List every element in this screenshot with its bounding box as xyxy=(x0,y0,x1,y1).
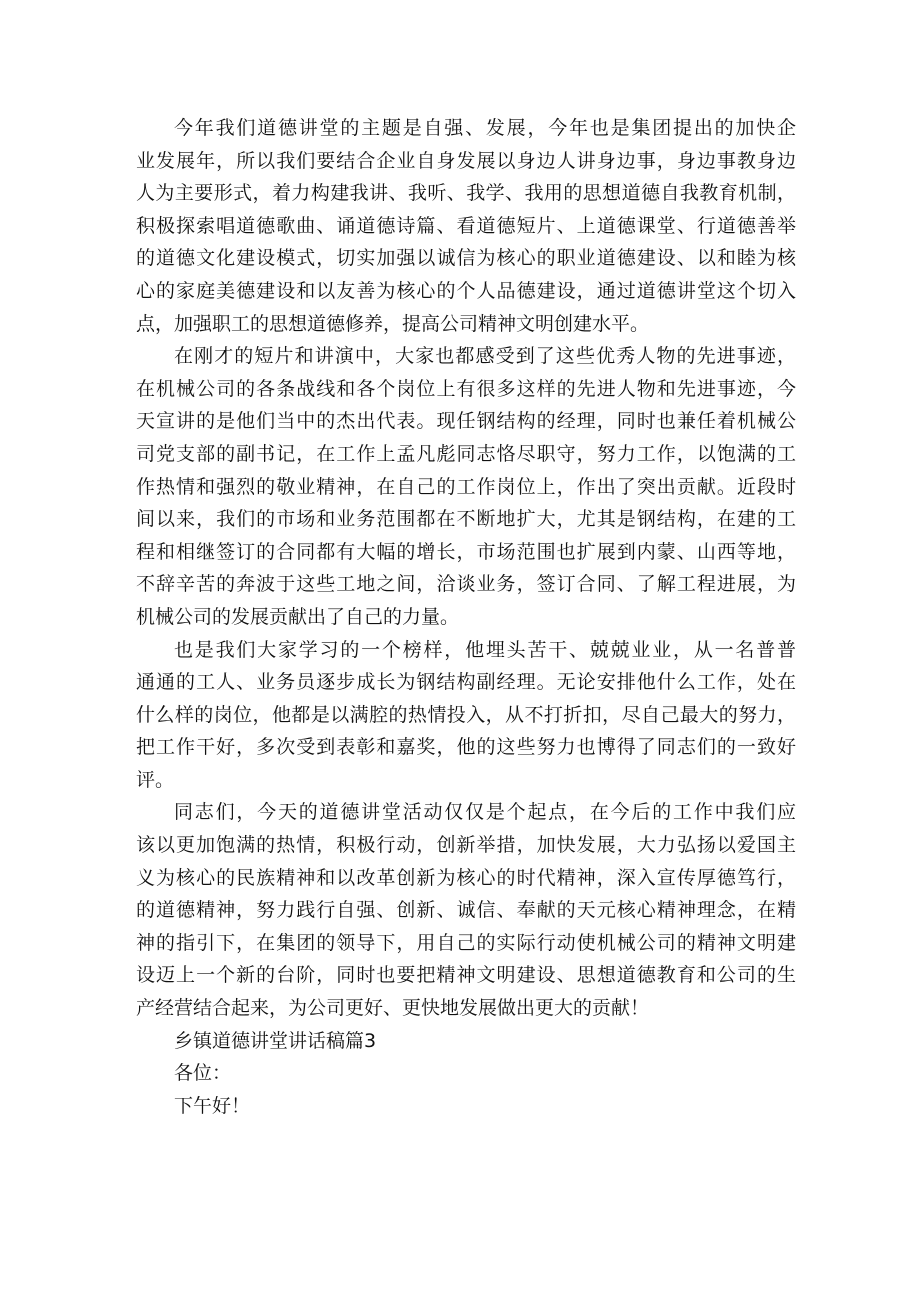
text-line: 产经营结合起来，为公司更好、更快地发展做出更大的贡献！ xyxy=(136,997,650,1020)
paragraph-1 xyxy=(136,112,796,340)
text-line: 不辞辛苦的奔波于这些工地之间，洽谈业务，签订合同、了解工程进展，为 xyxy=(136,573,796,596)
text-line: 机械公司的发展贡献出了自己的力量。 xyxy=(136,605,460,628)
text-line: 什么样的岗位，他都是以满腔的热情投入，从不打折扣，尽自己最大的努力， xyxy=(136,703,796,726)
text-line: 的道德文化建设模式，切实加强以诚信为核心的职业道德建设、以和睦为核 xyxy=(136,247,796,270)
text-line: 的道德精神，努力践行自强、创新、诚信、奉献的天元核心精神理念，在精 xyxy=(136,899,796,922)
paragraph-2 xyxy=(136,340,796,633)
greeting-afternoon-text: 下午好！ xyxy=(174,1094,251,1117)
text-line: 评。 xyxy=(136,768,175,791)
text-line: 把工作干好，多次受到表彰和嘉奖，他的这些努力也博得了同志们的一致好 xyxy=(136,736,796,759)
text-line: 今年我们道德讲堂的主题是自强、发展，今年也是集团提出的加快企 xyxy=(174,117,796,139)
section-title xyxy=(136,1025,796,1058)
text-line: 通通的工人、业务员逐步成长为钢结构副经理。无论安排他什么工作，处在 xyxy=(136,671,796,694)
greeting-afternoon xyxy=(136,1090,796,1123)
text-line: 该以更加饱满的热情，积极行动，创新举措，加快发展，大力弘扬以爱国主 xyxy=(136,834,796,857)
text-line: 业发展年，所以我们要结合企业自身发展以身边人讲身边事，身边事教身边 xyxy=(136,149,796,172)
section-title-text: 乡镇道德讲堂讲话稿篇3 xyxy=(174,1029,377,1052)
text-line: 程和相继签订的合同都有大幅的增长，市场范围也扩展到内蒙、山西等地， xyxy=(136,540,796,563)
text-line: 设迈上一个新的台阶，同时也要把精神文明建设、思想道德教育和公司的生 xyxy=(136,964,796,987)
document-body xyxy=(136,112,796,1122)
text-line: 天宣讲的是他们当中的杰出代表。现任钢结构的经理，同时也兼任着机械公 xyxy=(136,410,796,433)
text-line: 在机械公司的各条战线和各个岗位上有很多这样的先进人物和先进事迹，今 xyxy=(136,377,796,400)
text-line: 心的家庭美德建设和以友善为核心的个人品德建设，通过道德讲堂这个切入 xyxy=(136,279,796,302)
paragraph-4 xyxy=(136,796,796,1024)
text-line: 同志们，今天的道德讲堂活动仅仅是个起点，在今后的工作中我们应 xyxy=(174,801,796,824)
text-line: 间以来，我们的市场和业务范围都在不断地扩大，尤其是钢结构，在建的工 xyxy=(136,508,796,531)
text-line: 义为核心的民族精神和以改革创新为核心的时代精神，深入宣传厚德笃行， xyxy=(136,866,796,889)
text-line: 作热情和强烈的敬业精神，在自己的工作岗位上，作出了突出贡献。近段时 xyxy=(136,475,796,498)
greeting-salutation-text: 各位： xyxy=(174,1062,232,1085)
greeting-salutation xyxy=(136,1057,796,1090)
text-line: 点，加强职工的思想道德修养，提高公司精神文明创建水平。 xyxy=(136,312,650,335)
text-line: 也是我们大家学习的一个榜样，他埋头苦干、兢兢业业，从一名普普 xyxy=(174,638,796,661)
text-line: 积极探索唱道德歌曲、诵道德诗篇、看道德短片、上道德课堂、行道德善举 xyxy=(136,214,796,237)
text-line: 神的指引下，在集团的领导下，用自己的实际行动使机械公司的精神文明建 xyxy=(136,931,796,954)
text-line: 人为主要形式，着力构建我讲、我听、我学、我用的思想道德自我教育机制， xyxy=(136,182,796,205)
text-line: 在刚才的短片和讲演中，大家也都感受到了这些优秀人物的先进事迹， xyxy=(174,345,796,368)
paragraph-3 xyxy=(136,634,796,797)
text-line: 司党支部的副书记，在工作上孟凡彪同志恪尽职守，努力工作，以饱满的工 xyxy=(136,442,796,465)
